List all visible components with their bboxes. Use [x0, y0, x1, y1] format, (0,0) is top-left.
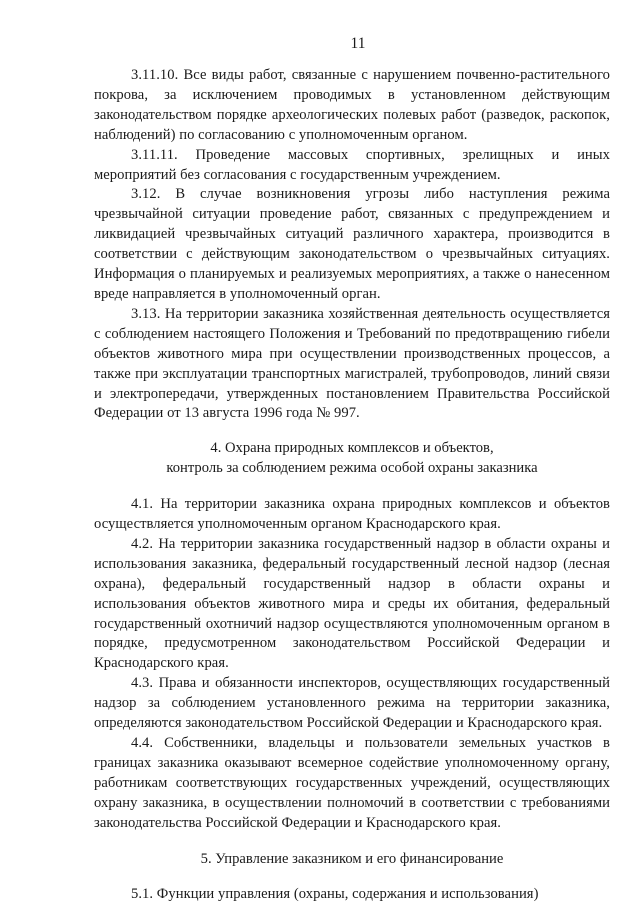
paragraph-3-11-11: 3.11.11. Проведение массовых спортивных, зрелищных и иных мероприятий без согласования с государственным учреждением.	[94, 146, 610, 183]
spacer	[94, 424, 610, 439]
section-4-body	[94, 495, 610, 833]
paragraph-4-4: 4.4. Собственники, владельцы и пользователи земельных участков в границах заказника оказывают всемерное содействие уполномоченному органу, работникам соответствующих государственных учреждений, осуществляющих охрану заказника, в осуществлении полномочий в соответствии с требованиями законодательства Российской Федерации и Краснодарского края.	[94, 735, 610, 831]
section-5-heading: 5. Управление заказником и его финансирование	[200, 850, 504, 867]
paragraph-3-12: 3.12. В случае возникновения угрозы либо наступления режима чрезвычайной ситуации проведение работ, связанных с предупреждением и ликвидацией чрезвычайных ситуаций различного характера, производится в соответствии с действующим законодательством о чрезвычайных ситуациях. Информация о планируемых и реализуемых мероприятиях, а также о нанесенном вреде направляется в уполномоченный орган.	[94, 186, 610, 302]
paragraph-3-13: 3.13. На территории заказника хозяйственная деятельность осуществляется с соблюдением настоящего Положения и Требований по предотвращению гибели объектов животного мира при осуществлении производственных процессов, а также при эксплуатации транспортных магистралей, трубопроводов, линий связи и электропередачи, утвержденных постановлением Правительства Российской Федерации от 13 августа 1996 года № 997.	[94, 305, 610, 422]
spacer	[94, 869, 610, 885]
paragraph-5-1: 5.1. Функции управления (охраны, содержания и использования)	[131, 886, 539, 903]
page-number: 11	[350, 35, 366, 52]
paragraph-4-3: 4.3. Права и обязанности инспекторов, осуществляющих государственный надзор за соблюдением установленного режима на территории заказника, определяются законодательством Российской Федерации и Краснодарского края.	[94, 675, 610, 732]
paragraph-4-1: 4.1. На территории заказника охрана природных комплексов и объектов осуществляется уполномоченным органом Краснодарского края.	[94, 496, 610, 533]
document-page	[94, 34, 610, 905]
paragraph-3-11-10: 3.11.10. Все виды работ, связанные с нарушением почвенно-растительного покрова, за исключением проводимых в установленном действующим законодательством порядке археологических полевых работ (разведок, раскопок, наблюдений) по согласованию с уполномоченным органом.	[94, 67, 610, 143]
section-4-heading	[94, 439, 610, 479]
paragraph-4-2: 4.2. На территории заказника государственный надзор в области охраны и использования заказника, федеральный государственный лесной надзор (лесная охрана), федеральный государственный надзор в области охраны и использования объектов животного мира и среды их обитания, федеральный государственный охотничий надзор осуществляются уполномоченным органом в порядке, предусмотренном законодательством Российской Федерации и Краснодарского края.	[94, 535, 610, 672]
section-5-body	[94, 885, 610, 905]
section-4-heading-line-1: 4. Охрана природных комплексов и объектов,	[210, 440, 494, 457]
section-3-continuation	[94, 66, 610, 424]
spacer	[94, 479, 610, 495]
spacer	[94, 834, 610, 850]
section-4-heading-line-2: контроль за соблюдением режима особой охраны заказника	[166, 460, 538, 477]
